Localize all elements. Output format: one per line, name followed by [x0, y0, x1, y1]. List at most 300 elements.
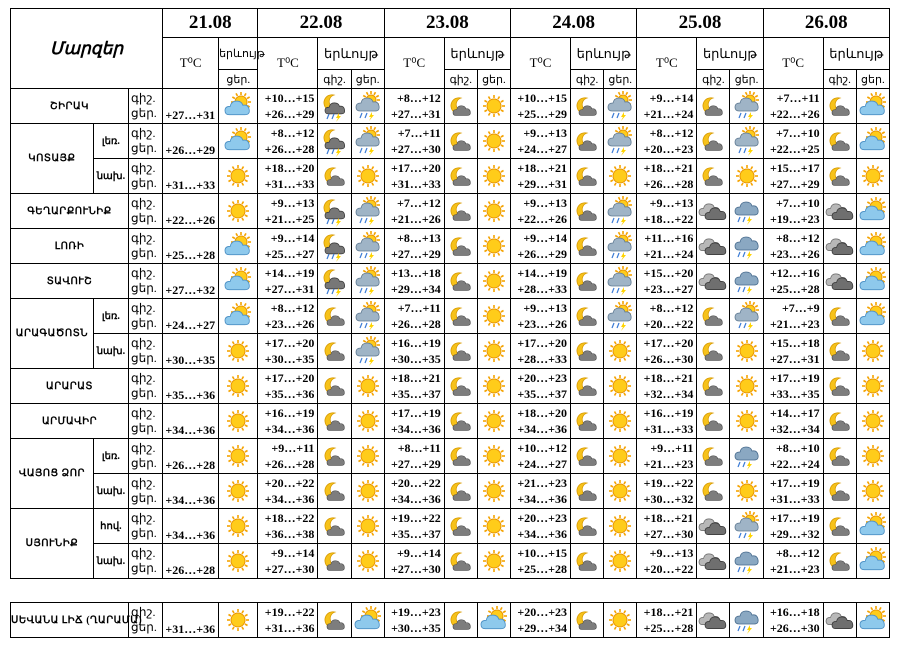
weather-icon-cell: [856, 603, 889, 638]
weather-icon-cell: [823, 603, 856, 638]
temp-range-cell: [637, 439, 697, 474]
night-temp: +18…+21: [643, 161, 694, 175]
sun-icon: [859, 477, 887, 505]
clouds-icon: [826, 232, 854, 260]
sun-icon: [224, 606, 252, 634]
sun-icon: [224, 407, 252, 435]
moon-cloud-icon: [826, 477, 854, 505]
night-day-label: [129, 474, 163, 509]
day-temp: +26…+28: [165, 563, 216, 577]
subregion-name: հով.: [93, 509, 128, 544]
weather-icon-cell: [697, 194, 730, 229]
weather-icon-cell: [730, 89, 763, 124]
partly-cloudy-icon: [224, 127, 252, 155]
temp-range-cell: [763, 439, 823, 474]
weather-icon-cell: [856, 299, 889, 334]
day-abbr: ցեր.: [131, 176, 157, 190]
moon-cloud-icon: [573, 197, 601, 225]
clouds-icon: [699, 197, 727, 225]
temp-col-header: T⁰C: [163, 38, 219, 89]
clouds-icon: [699, 547, 727, 575]
weather-icon-cell: [351, 404, 384, 439]
weather-icon-cell: [604, 404, 637, 439]
temp-range-cell: [384, 159, 444, 194]
temp-range-cell: [763, 603, 823, 638]
temp-range-cell: [637, 369, 697, 404]
night-temp: +14…+17: [769, 406, 820, 420]
night-temp: +9…+14: [270, 231, 315, 245]
temp-range-cell: [258, 369, 318, 404]
date-header: 25.08: [637, 9, 763, 38]
temp-range-cell: [163, 544, 219, 579]
temp-range-cell: [763, 509, 823, 544]
sun-cloud-rain-icon: [733, 127, 761, 155]
weather-icon-cell: [219, 334, 258, 369]
partly-cloudy-icon: [859, 197, 887, 225]
weather-icon-cell: [604, 474, 637, 509]
temp-range-cell: [163, 299, 219, 334]
temp-range-cell: [637, 544, 697, 579]
region-name: ՍՅՈՒՆԻՔ: [11, 509, 94, 579]
clouds-icon: [826, 267, 854, 295]
night-temp: +7…+10: [775, 126, 820, 140]
weather-icon-cell: [318, 194, 351, 229]
night-day-label: [129, 299, 163, 334]
day-temp: +22…+25: [769, 142, 820, 156]
night-temp: +8…+12: [397, 91, 441, 105]
subregion-name: լեռ.: [93, 299, 128, 334]
temp-col-header: T⁰C: [258, 38, 318, 89]
moon-cloud-icon: [573, 232, 601, 260]
night-temp: +17…+20: [517, 336, 568, 350]
weather-icon-cell: [604, 509, 637, 544]
day-abbr: ցեր.: [131, 620, 157, 634]
clouds-icon: [699, 512, 727, 540]
night-temp: +20…+23: [517, 371, 568, 385]
night-temp: +17…+19: [769, 476, 820, 490]
weather-icon-cell: [604, 544, 637, 579]
sun-icon: [733, 337, 761, 365]
weather-icon-cell: [571, 334, 604, 369]
day-temp: +26…+29: [165, 143, 216, 157]
weather-icon-cell: [697, 124, 730, 159]
day-temp: +35…+36: [264, 387, 315, 401]
weather-icon-cell: [444, 509, 477, 544]
day-temp: +29…+34: [391, 282, 441, 296]
moon-cloud-icon: [447, 302, 475, 330]
temp-col-header: T⁰C: [511, 38, 571, 89]
sun-icon: [733, 477, 761, 505]
moon-cloud-rain-icon: [321, 92, 349, 120]
night-col-header: գիշ.: [444, 70, 477, 89]
temp-range-cell: [511, 509, 571, 544]
temp-range-cell: [637, 509, 697, 544]
temp-range-cell: [258, 229, 318, 264]
weather-icon-cell: [571, 124, 604, 159]
weather-icon-cell: [697, 299, 730, 334]
partly-cloudy-icon: [224, 302, 252, 330]
sun-icon: [224, 372, 252, 400]
night-abbr: գիշ.: [131, 336, 156, 350]
region-row: [11, 334, 890, 369]
night-temp: +9…+14: [397, 546, 441, 560]
moon-cloud-icon: [573, 547, 601, 575]
night-temp: +17…+20: [643, 336, 694, 350]
precip-col-header: երևույթ: [444, 38, 510, 70]
day-temp: +25…+27: [264, 247, 315, 261]
night-col-header: գիշ.: [823, 70, 856, 89]
night-temp: +9…+14: [270, 546, 315, 560]
temp-range-cell: [258, 439, 318, 474]
weather-icon-cell: [318, 89, 351, 124]
weather-icon-cell: [856, 124, 889, 159]
night-col-header: գիշ.: [697, 70, 730, 89]
sun-cloud-rain-icon: [606, 92, 634, 120]
temp-range-cell: [763, 334, 823, 369]
day-temp: +28…+33: [517, 352, 568, 366]
temp-range-cell: [384, 334, 444, 369]
region-name: ՇԻՐԱԿ: [11, 89, 129, 124]
day-temp: +26…+28: [391, 317, 441, 331]
night-abbr: գիշ.: [131, 196, 156, 210]
temp-range-cell: [511, 299, 571, 334]
temp-range-cell: [163, 159, 219, 194]
night-temp: +18…+21: [391, 371, 441, 385]
regions-title: Մարզեր: [11, 9, 163, 89]
day-temp: +26…+28: [264, 457, 315, 471]
night-abbr: գիշ.: [131, 511, 156, 525]
moon-cloud-icon: [826, 337, 854, 365]
subregion-name: նախ.: [93, 334, 128, 369]
day-abbr: ցեր.: [131, 211, 157, 225]
moon-cloud-icon: [447, 606, 475, 634]
moon-cloud-icon: [699, 162, 727, 190]
temp-col-header: T⁰C: [637, 38, 697, 89]
region-row: [11, 369, 890, 404]
day-temp: +27…+30: [391, 142, 441, 156]
moon-cloud-icon: [447, 477, 475, 505]
night-temp: +16…+19: [264, 406, 315, 420]
weather-icon-cell: [823, 404, 856, 439]
night-temp: +21…+23: [517, 476, 568, 490]
moon-cloud-icon: [447, 372, 475, 400]
day-temp: +34…+36: [391, 422, 441, 436]
temp-range-cell: [511, 159, 571, 194]
day-abbr: ցեր.: [131, 141, 157, 155]
weather-icon-cell: [477, 159, 510, 194]
weather-icon-cell: [477, 264, 510, 299]
weather-icon-cell: [823, 124, 856, 159]
night-day-label: [129, 369, 163, 404]
weather-icon-cell: [219, 159, 258, 194]
sun-icon: [606, 442, 634, 470]
day-col-header: ցեր.: [856, 70, 889, 89]
moon-cloud-rain-icon: [321, 232, 349, 260]
day-temp: +34…+36: [165, 423, 216, 437]
weather-icon-cell: [604, 369, 637, 404]
night-temp: +17…+19: [391, 406, 441, 420]
region-row: [11, 229, 890, 264]
clouds-icon: [826, 197, 854, 225]
weather-icon-cell: [856, 474, 889, 509]
partly-cloudy-icon: [224, 92, 252, 120]
day-temp: +34…+36: [264, 422, 315, 436]
sun-cloud-rain-icon: [606, 197, 634, 225]
weather-icon-cell: [219, 264, 258, 299]
night-temp: +18…+21: [643, 605, 694, 619]
day-temp: +26…+28: [165, 458, 216, 472]
weather-icon-cell: [856, 334, 889, 369]
night-temp: +15…+20: [643, 266, 694, 280]
weather-icon-cell: [444, 544, 477, 579]
temp-range-cell: [258, 544, 318, 579]
sun-icon: [354, 547, 382, 575]
temp-range-cell: [163, 264, 219, 299]
weather-icon-cell: [571, 229, 604, 264]
night-temp: +8…+11: [397, 441, 441, 455]
moon-cloud-icon: [573, 92, 601, 120]
temp-range-cell: [637, 194, 697, 229]
sun-cloud-rain-icon: [354, 302, 382, 330]
day-temp: +27…+31: [165, 108, 216, 122]
subregion-name: նախ.: [93, 159, 128, 194]
temp-range-cell: [163, 603, 219, 638]
day-temp: +26…+30: [643, 352, 694, 366]
day-abbr: ցեր.: [131, 246, 157, 260]
weather-icon-cell: [477, 439, 510, 474]
moon-cloud-icon: [826, 127, 854, 155]
night-abbr: գիշ.: [131, 266, 156, 280]
temp-range-cell: [763, 544, 823, 579]
night-temp: +9…+13: [523, 126, 568, 140]
sun-icon: [606, 477, 634, 505]
day-temp: +31…+33: [769, 492, 820, 506]
region-name: ԱՐՄԱՎԻՐ: [11, 404, 129, 439]
night-temp: +16…+19: [643, 406, 694, 420]
moon-cloud-icon: [573, 606, 601, 634]
weather-icon-cell: [730, 299, 763, 334]
partly-cloudy-icon: [859, 606, 887, 634]
weather-icon-cell: [604, 334, 637, 369]
night-abbr: գիշ.: [131, 301, 156, 315]
night-temp: +9…+13: [523, 196, 568, 210]
temp-range-cell: [258, 194, 318, 229]
weather-icon-cell: [730, 369, 763, 404]
night-temp: +8…+12: [775, 546, 820, 560]
clouds-icon: [699, 606, 727, 634]
day-temp: +30…+35: [391, 352, 441, 366]
partly-cloudy-icon: [859, 547, 887, 575]
day-temp: +23…+27: [643, 282, 694, 296]
sun-icon: [480, 407, 508, 435]
night-temp: +10…+15: [517, 546, 568, 560]
date-header: 23.08: [384, 9, 510, 38]
temp-range-cell: [163, 404, 219, 439]
weather-icon-cell: [697, 603, 730, 638]
partly-cloudy-icon: [480, 606, 508, 634]
weather-icon-cell: [571, 369, 604, 404]
temp-range-cell: [511, 89, 571, 124]
moon-cloud-icon: [447, 162, 475, 190]
weather-icon-cell: [856, 439, 889, 474]
sun-cloud-rain-icon: [354, 267, 382, 295]
weather-icon-cell: [730, 603, 763, 638]
weather-icon-cell: [604, 299, 637, 334]
weather-icon-cell: [571, 194, 604, 229]
moon-cloud-icon: [447, 232, 475, 260]
moon-cloud-icon: [321, 606, 349, 634]
moon-cloud-icon: [447, 92, 475, 120]
sun-icon: [480, 477, 508, 505]
temp-range-cell: [384, 89, 444, 124]
weather-icon-cell: [444, 439, 477, 474]
day-temp: +23…+26: [769, 247, 820, 261]
weather-icon-cell: [823, 89, 856, 124]
night-temp: +13…+18: [391, 266, 441, 280]
day-temp: +21…+23: [643, 457, 694, 471]
night-temp: +14…+19: [517, 266, 568, 280]
temp-range-cell: [763, 159, 823, 194]
sun-icon: [354, 477, 382, 505]
weather-icon-cell: [318, 603, 351, 638]
day-temp: +18…+22: [643, 212, 694, 226]
weather-icon-cell: [219, 509, 258, 544]
weather-icon-cell: [697, 229, 730, 264]
night-temp: +20…+23: [517, 511, 568, 525]
weather-icon-cell: [318, 264, 351, 299]
temp-range-cell: [384, 404, 444, 439]
day-abbr: ցեր.: [131, 526, 157, 540]
weather-icon-cell: [697, 439, 730, 474]
night-temp: +19…+22: [391, 511, 441, 525]
temp-range-cell: [384, 264, 444, 299]
partly-cloudy-icon: [859, 232, 887, 260]
weather-icon-cell: [823, 474, 856, 509]
weather-icon-cell: [444, 124, 477, 159]
sun-cloud-rain-icon: [354, 337, 382, 365]
temp-range-cell: [163, 334, 219, 369]
date-header: 26.08: [763, 9, 889, 38]
sun-icon: [480, 92, 508, 120]
temp-range-cell: [384, 603, 444, 638]
weather-icon-cell: [571, 299, 604, 334]
sun-icon: [224, 547, 252, 575]
weather-icon-cell: [856, 544, 889, 579]
moon-cloud-icon: [447, 407, 475, 435]
temp-range-cell: [763, 474, 823, 509]
temp-range-cell: [637, 264, 697, 299]
region-row: [11, 404, 890, 439]
weather-icon-cell: [571, 264, 604, 299]
weather-icon-cell: [571, 474, 604, 509]
weather-icon-cell: [697, 264, 730, 299]
temp-range-cell: [384, 229, 444, 264]
weather-icon-cell: [571, 159, 604, 194]
moon-cloud-icon: [826, 442, 854, 470]
weather-icon-cell: [730, 124, 763, 159]
night-temp: +7…+10: [775, 196, 820, 210]
temp-range-cell: [511, 194, 571, 229]
weather-icon-cell: [697, 334, 730, 369]
subregion-name: լեռ.: [93, 124, 128, 159]
weather-icon-cell: [730, 264, 763, 299]
weather-icon-cell: [219, 124, 258, 159]
night-temp: +10…+15: [517, 91, 568, 105]
moon-cloud-icon: [321, 372, 349, 400]
day-abbr: ցեր.: [131, 456, 157, 470]
weather-icon-cell: [477, 404, 510, 439]
temp-range-cell: [163, 509, 219, 544]
day-temp: +29…+31: [517, 177, 568, 191]
weather-icon-cell: [351, 299, 384, 334]
sun-cloud-rain-icon: [733, 92, 761, 120]
sun-icon: [480, 302, 508, 330]
weather-icon-cell: [318, 229, 351, 264]
partly-cloudy-icon: [859, 302, 887, 330]
moon-cloud-icon: [826, 302, 854, 330]
temp-range-cell: [637, 124, 697, 159]
temp-range-cell: [511, 404, 571, 439]
temp-range-cell: [163, 474, 219, 509]
day-temp: +25…+28: [643, 621, 694, 635]
weather-icon-cell: [571, 404, 604, 439]
moon-cloud-icon: [573, 337, 601, 365]
day-temp: +31…+33: [165, 178, 216, 192]
weather-icon-cell: [444, 264, 477, 299]
temp-range-cell: [258, 474, 318, 509]
night-temp: +20…+23: [517, 605, 568, 619]
sun-icon: [859, 337, 887, 365]
day-abbr: ցեր.: [131, 561, 157, 575]
sun-cloud-rain-icon: [606, 302, 634, 330]
weather-icon-cell: [571, 509, 604, 544]
moon-cloud-icon: [699, 442, 727, 470]
sun-icon: [224, 477, 252, 505]
temp-range-cell: [258, 124, 318, 159]
night-temp: +9…+11: [650, 441, 694, 455]
day-col-header: ցեր.: [219, 70, 258, 89]
day-temp: +21…+26: [391, 212, 441, 226]
weather-icon-cell: [823, 509, 856, 544]
night-temp: +9…+13: [649, 196, 694, 210]
region-row: [11, 544, 890, 579]
day-temp: +27…+30: [643, 527, 694, 541]
moon-cloud-icon: [321, 302, 349, 330]
sun-icon: [480, 197, 508, 225]
weather-icon-cell: [318, 509, 351, 544]
weather-icon-cell: [444, 159, 477, 194]
day-temp: +24…+27: [517, 142, 568, 156]
clouds-icon: [826, 606, 854, 634]
day-temp: +34…+36: [517, 422, 568, 436]
partly-cloudy-icon: [224, 232, 252, 260]
night-temp: +9…+13: [649, 546, 694, 560]
lake-row: [11, 603, 890, 638]
night-temp: +17…+20: [264, 336, 315, 350]
sun-icon: [606, 606, 634, 634]
night-temp: +17…+19: [769, 371, 820, 385]
sun-icon: [480, 267, 508, 295]
day-temp: +35…+36: [165, 388, 216, 402]
moon-cloud-icon: [699, 302, 727, 330]
night-temp: +9…+14: [649, 91, 694, 105]
moon-cloud-icon: [447, 127, 475, 155]
day-temp: +27…+31: [769, 352, 820, 366]
day-temp: +26…+29: [517, 247, 568, 261]
region-row: [11, 509, 890, 544]
night-temp: +8…+12: [270, 126, 315, 140]
temp-range-cell: [384, 194, 444, 229]
